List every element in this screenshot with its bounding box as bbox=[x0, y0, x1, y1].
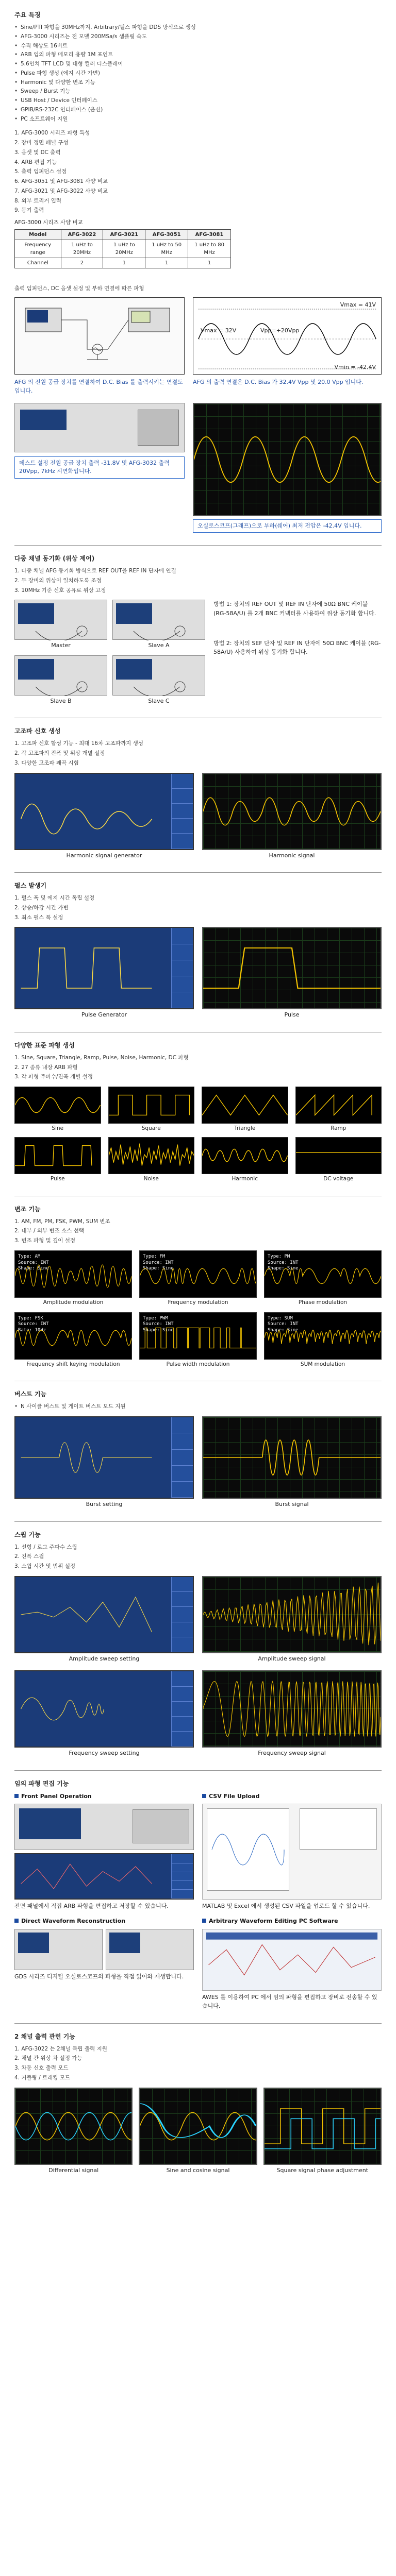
std-waveform-item bbox=[295, 1137, 382, 1183]
pulse-scope bbox=[202, 927, 382, 1009]
std-waveform-caption: Noise bbox=[143, 1175, 159, 1182]
dual-bullets bbox=[14, 2045, 382, 2082]
dwr-title: Direct Waveform Reconstruction bbox=[14, 1917, 194, 1926]
feature-bullet: • GPIB/RS-232C 인터페이스 (옵션) bbox=[14, 106, 382, 114]
feature-bullet: • Sweep / Burst 기능 bbox=[14, 88, 382, 96]
feature-bullet: • 수직 해상도 16비트 bbox=[14, 42, 382, 50]
burst-setting-screen bbox=[14, 1416, 194, 1499]
burst-caption-left: Burst setting bbox=[86, 1501, 123, 1508]
std-waveform-caption: Sine bbox=[52, 1125, 64, 1132]
amplitude-sweep-scope bbox=[202, 1576, 382, 1653]
bullet-square-icon bbox=[14, 1794, 19, 1798]
features-section bbox=[0, 0, 396, 276]
sync-line: 2. 두 장비의 위상이 일치하도록 조정 bbox=[14, 577, 102, 584]
spec-cell: 1 bbox=[145, 258, 188, 268]
burst-bullet: • N 사이클 버스트 및 게이트 버스트 모드 지원 bbox=[14, 1403, 382, 1411]
harmonic-bullets bbox=[14, 740, 382, 767]
feature-numbered-item: 3. 옵셋 및 DC 출력 bbox=[14, 149, 61, 156]
std-waveform-item bbox=[108, 1087, 195, 1133]
sweep-section bbox=[0, 1522, 396, 1765]
sync-device-label: Master bbox=[51, 642, 71, 649]
modulation-grid bbox=[14, 1250, 382, 1369]
vpp-label: Vpp=+20Vpp bbox=[260, 327, 300, 334]
spec-cell: 1 bbox=[188, 258, 231, 268]
dual-caption-2: Square signal phase adjustment bbox=[276, 2166, 369, 2174]
offset-label-bottom-left: 데스트 설정 전원 공급 장치 출력 -31.8V 및 AFG-3032 출력 20Vpp, 7kHz 시연화입니다. bbox=[14, 456, 185, 479]
vmax-label: Vmax = 32V bbox=[201, 327, 237, 334]
burst-scope bbox=[202, 1416, 382, 1499]
csv-note: MATLAB 및 Excel 에서 생성된 CSV 파일을 업로드 할 수 있습니다. bbox=[202, 1903, 370, 1910]
std-waveform-item bbox=[14, 1137, 101, 1183]
sync-lines bbox=[14, 567, 382, 595]
sync-device-label: Slave A bbox=[148, 642, 170, 649]
feature-numbered-item: 6. AFG-3051 및 AFG-3081 사양 비교 bbox=[14, 178, 108, 184]
std-bullet: 1. Sine, Square, Triangle, Ramp, Pulse, Noise, Harmonic, DC 파형 bbox=[14, 1054, 189, 1061]
std-waveform-item bbox=[202, 1087, 288, 1133]
pulse-bullets bbox=[14, 894, 382, 922]
offset-label-bottom-right: 오실로스코프(그래프)으로 부하(쉐어) 최저 전압은 -42.4V 입니다. bbox=[193, 519, 382, 533]
std-waveform-item bbox=[295, 1087, 382, 1133]
spec-header-cell: AFG-3021 bbox=[103, 229, 145, 240]
burst-heading: 버스트 기능 bbox=[14, 1391, 47, 1398]
burst-caption-right: Burst signal bbox=[275, 1501, 309, 1508]
harmonic-caption-left: Harmonic signal generator bbox=[66, 852, 142, 859]
modulation-setting-label: Type: FM Source: INT Shape: Sine bbox=[143, 1253, 174, 1272]
square-phase-scope bbox=[263, 2088, 382, 2165]
burst-bullets bbox=[14, 1403, 382, 1411]
std-waveform-caption: Ramp bbox=[331, 1125, 346, 1132]
bullet-square-icon bbox=[202, 1919, 206, 1923]
pulse-section bbox=[0, 873, 396, 1027]
modulation-caption: Amplitude modulation bbox=[43, 1299, 104, 1306]
circuit-diagram bbox=[14, 297, 185, 375]
front-panel-title: Front Panel Operation bbox=[14, 1792, 194, 1801]
std-waveform-item bbox=[14, 1087, 101, 1133]
mod-bullets bbox=[14, 1218, 382, 1245]
feature-numbered-item: 8. 외부 트리거 입력 bbox=[14, 197, 62, 204]
bullet-square-icon bbox=[202, 1794, 206, 1798]
harmonic-heading: 고조파 신호 생성 bbox=[14, 727, 61, 735]
sync-heading: 다중 채널 동기화 (위상 제어) bbox=[14, 555, 95, 563]
spec-table-caption: AFG-3000 시리즈 사양 비교 bbox=[14, 219, 83, 226]
dwr-device-a bbox=[14, 1929, 103, 1970]
std-heading: 다양한 표준 파형 생성 bbox=[14, 1041, 75, 1049]
sweep-bullet: 2. 진폭 스윕 bbox=[14, 1553, 44, 1560]
feature-bullet: • USB Host / Device 인터페이스 bbox=[14, 97, 382, 105]
spec-cell: 1 uHz to 20MHz bbox=[61, 240, 103, 258]
feature-bullet: • Harmonic 및 다양한 변조 기능 bbox=[14, 79, 382, 87]
dual-bullet: 4. 커플링 / 트래킹 모드 bbox=[14, 2074, 71, 2081]
offset-scope-screen bbox=[193, 403, 382, 516]
modulation-item bbox=[264, 1312, 382, 1369]
modulation-setting-label: Type: PWM Source: INT Shape: Sine bbox=[143, 1315, 174, 1333]
feature-bullet: • Pulse 파형 생성 (에지 시간 가변) bbox=[14, 70, 382, 78]
dual-heading: 2 채널 출력 관련 기능 bbox=[14, 2032, 75, 2040]
modulation-section bbox=[0, 1196, 396, 1376]
sync-device-label: Slave B bbox=[50, 697, 72, 704]
feature-bullet: • 5.6인치 TFT LCD 및 대형 컬러 디스플레이 bbox=[14, 60, 382, 69]
modulation-setting-label: Type: SUM Source: INT Shape: Sine bbox=[268, 1315, 299, 1333]
pulse-bullet: 2. 상승/하강 시간 가변 bbox=[14, 904, 69, 911]
features-bullet-list bbox=[14, 24, 382, 123]
front-panel-note: 전면 패널에서 직접 ARB 파형을 편집하고 저장할 수 있습니다. bbox=[14, 1903, 169, 1910]
dual-bullet: 3. 차동 신호 출력 모드 bbox=[14, 2065, 69, 2072]
pc-software-title: Arbitrary Waveform Editing PC Software bbox=[202, 1917, 382, 1926]
dual-caption-0: Differential signal bbox=[48, 2166, 99, 2174]
frequency-sweep-scope bbox=[202, 1670, 382, 1748]
burst-section bbox=[0, 1381, 396, 1516]
harmonic-bullet: 3. 다양한 고조파 왜곡 시험 bbox=[14, 759, 79, 766]
feature-bullet: • Sine/PTI 파형을 30MHz까지, Arbitrary/펄스 파형을 DDS 방식으로 생성 bbox=[14, 24, 382, 32]
arb-heading: 임의 파형 편집 기능 bbox=[14, 1780, 69, 1787]
sync-device bbox=[112, 600, 205, 650]
spec-header-cell: AFG-3051 bbox=[145, 229, 188, 240]
std-waveform-item bbox=[108, 1137, 195, 1183]
spec-cell: 1 uHz to 50 MHz bbox=[145, 240, 188, 258]
offset-section bbox=[0, 276, 396, 540]
pc-software-screenshot bbox=[202, 1929, 382, 1991]
modulation-item bbox=[139, 1312, 257, 1369]
differential-scope bbox=[14, 2088, 133, 2165]
front-panel-device bbox=[14, 1804, 194, 1850]
sweep-bullet: 1. 선형 / 로그 주파수 스윕 bbox=[14, 1544, 77, 1550]
modulation-item bbox=[264, 1250, 382, 1307]
std-waveform-item bbox=[202, 1137, 288, 1183]
sweep-caption-3: Frequency sweep signal bbox=[258, 1750, 326, 1757]
sync-note-right: 방법 2: 장치의 SEF 단자 및 REF IN 단자에 50Ω BNC 케이블 (RG-58A/U) 사용하여 위상 동기화 합니다. bbox=[213, 639, 381, 656]
pulse-bullet: 3. 최소 펄스 폭 설정 bbox=[14, 914, 63, 921]
frequency-sweep-setting-screen bbox=[14, 1670, 194, 1748]
pulse-caption-right: Pulse bbox=[284, 1011, 300, 1019]
pc-software-note: AWES 를 이용하여 PC 에서 임의 파형을 편집하고 장비로 전송할 수 있습니다. bbox=[202, 1993, 377, 2010]
pulse-heading: 펄스 발생기 bbox=[14, 882, 47, 890]
dual-bullet: 1. AFG-3022 는 2채널 독립 출력 지원 bbox=[14, 2045, 107, 2052]
modulation-item bbox=[14, 1312, 132, 1369]
std-waveforms-section bbox=[0, 1032, 396, 1191]
spec-cell: 2 bbox=[61, 258, 103, 268]
sweep-bullets bbox=[14, 1544, 382, 1571]
harmonic-bullet: 2. 각 고조파의 진폭 및 위상 개별 설정 bbox=[14, 750, 105, 757]
sweep-caption-1: Amplitude sweep signal bbox=[258, 1655, 326, 1662]
sync-device-label: Slave C bbox=[148, 697, 170, 704]
mod-bullet: 1. AM, FM, PM, FSK, PWM, SUM 변조 bbox=[14, 1218, 110, 1225]
harmonic-section bbox=[0, 718, 396, 867]
vmax2-label: Vmax = 41V bbox=[340, 301, 376, 308]
bullet-square-icon bbox=[14, 1919, 19, 1923]
modulation-caption: Phase modulation bbox=[298, 1299, 348, 1306]
dwr-note: GDS 시리즈 디지털 오실로스코프의 파형을 직접 읽어와 재생합니다. bbox=[14, 1973, 184, 1980]
feature-numbered-item: 2. 장비 정면 패널 구성 bbox=[14, 140, 69, 146]
feature-numbered-item: 5. 출력 임피던스 설정 bbox=[14, 168, 67, 175]
spec-cell: 1 bbox=[103, 258, 145, 268]
vmin-label: Vmin = -42.4V bbox=[334, 364, 376, 370]
sync-line: 1. 다중 채널 AFG 동기화 방식으로 REF OUT을 REF IN 단자에 연결 bbox=[14, 568, 176, 574]
power-supply-device bbox=[14, 403, 185, 452]
std-waveform-caption: Harmonic bbox=[232, 1175, 258, 1182]
dual-caption-1: Sine and cosine signal bbox=[166, 2166, 230, 2174]
modulation-setting-label: Type: FSK Source: INT Rate: 10Hz bbox=[18, 1315, 49, 1333]
sine-cosine-scope bbox=[139, 2088, 257, 2165]
std-waveform-caption: Square bbox=[141, 1125, 161, 1132]
sync-note-left: 방법 1: 장치의 REF OUT 및 REF IN 단자에 50Ω BNC 케이블 (RG-58A/U) 를 2개 BNC 커넥터를 사용하여 위상 동기화 합니다. bbox=[213, 601, 376, 617]
sweep-heading: 스윕 기능 bbox=[14, 1531, 41, 1538]
modulation-caption: Frequency modulation bbox=[168, 1299, 228, 1306]
modulation-caption: Frequency shift keying modulation bbox=[26, 1361, 120, 1367]
spec-header-cell: AFG-3081 bbox=[188, 229, 231, 240]
harmonic-scope bbox=[202, 773, 382, 850]
sweep-caption-0: Amplitude sweep setting bbox=[69, 1655, 140, 1662]
feature-numbered-item: 7. AFG-3021 및 AFG-3022 사양 비교 bbox=[14, 188, 108, 194]
mod-bullet: 3. 변조 파형 및 깊이 설정 bbox=[14, 1238, 75, 1244]
dual-channel-section bbox=[0, 2024, 396, 2182]
spec-row bbox=[15, 258, 231, 268]
feature-bullet: • PC 소프트웨어 지원 bbox=[14, 115, 382, 124]
spec-table bbox=[14, 229, 231, 268]
std-bullet: 2. 27 종류 내장 ARB 파형 bbox=[14, 1064, 78, 1071]
offset-waveform-diagram bbox=[193, 297, 382, 375]
spec-cell: 1 uHz to 20MHz bbox=[103, 240, 145, 258]
feature-numbered-item: 4. ARB 편집 기능 bbox=[14, 159, 57, 165]
std-waveform-caption: Pulse bbox=[50, 1175, 65, 1182]
modulation-caption: SUM modulation bbox=[300, 1361, 345, 1367]
amplitude-sweep-setting-screen bbox=[14, 1576, 194, 1653]
std-bullets bbox=[14, 1054, 382, 1081]
modulation-item bbox=[14, 1250, 132, 1307]
std-waveform-grid bbox=[14, 1087, 382, 1183]
feature-numbered-item: 9. 동기 출력 bbox=[14, 207, 44, 214]
sweep-bullet: 3. 스윕 시간 및 범위 설정 bbox=[14, 1563, 75, 1570]
modulation-caption: Pulse width modulation bbox=[166, 1361, 230, 1367]
feature-numbered-item: 1. AFG-3000 시리즈 파형 특성 bbox=[14, 130, 90, 137]
offset-label-left: AFG 의 전원 공급 장치를 연결하여 D.C. Bias 를 출력시키는 연결도입니다. bbox=[14, 378, 183, 395]
sync-section bbox=[0, 546, 396, 713]
mod-bullet: 2. 내부 / 외부 변조 소스 선택 bbox=[14, 1228, 85, 1234]
csv-screenshot bbox=[202, 1804, 382, 1900]
harmonic-bullet: 1. 고조파 신호 합성 기능 - 최대 16차 고조파까지 생성 bbox=[14, 740, 143, 747]
modulation-setting-label: Type: PM Source: INT Shape: Sine bbox=[268, 1253, 299, 1272]
pulse-generator-screen bbox=[14, 927, 194, 1009]
spec-table-header-row bbox=[15, 229, 231, 240]
spec-cell: 1 uHz to 80 MHz bbox=[188, 240, 231, 258]
dual-bullet: 2. 채널 간 위상 차 설정 가능 bbox=[14, 2055, 82, 2062]
modulation-item bbox=[139, 1250, 257, 1307]
features-numbered-list bbox=[14, 129, 382, 215]
feature-bullet: • AFG-3000 시리즈는 전 모델 200MSa/s 샘플링 속도 bbox=[14, 33, 382, 41]
sync-device bbox=[14, 600, 107, 650]
spec-header-cell: Model bbox=[15, 229, 61, 240]
sweep-caption-2: Frequency sweep setting bbox=[69, 1750, 140, 1757]
offset-label-right: AFG 의 출력 연결은 D.C. Bias 가 32.4V Vpp 및 20.0 Vpp 입니다. bbox=[193, 378, 364, 385]
spec-header-cell: AFG-3022 bbox=[61, 229, 103, 240]
harmonic-caption-right: Harmonic signal bbox=[269, 852, 315, 859]
std-bullet: 3. 각 파형 주파수/진폭 개별 설정 bbox=[14, 1074, 93, 1080]
spec-cell: Frequency range bbox=[15, 240, 61, 258]
dwr-device-b bbox=[106, 1929, 194, 1970]
csv-title: CSV File Upload bbox=[202, 1792, 382, 1801]
std-waveform-caption: DC voltage bbox=[323, 1175, 354, 1182]
spec-cell: Channel bbox=[15, 258, 61, 268]
harmonic-generator-screen bbox=[14, 773, 194, 850]
arb-section bbox=[0, 1771, 396, 2018]
std-waveform-caption: Triangle bbox=[234, 1125, 256, 1132]
offset-note: 출력 임피던스, DC 옵셋 설정 및 부하 연결에 따른 파형 bbox=[14, 285, 144, 292]
features-heading: 주요 특징 bbox=[14, 11, 41, 19]
sync-device bbox=[112, 655, 205, 706]
pulse-caption-left: Pulse Generator bbox=[81, 1011, 127, 1019]
feature-bullet: • ARB 임의 파형 메모리 용량 1M 포인트 bbox=[14, 51, 382, 59]
front-panel-screen bbox=[14, 1853, 194, 1900]
pulse-bullet: 1. 펄스 폭 및 에지 시간 독립 설정 bbox=[14, 895, 95, 902]
modulation-setting-label: Type: AM Source: INT Shape: Sine bbox=[18, 1253, 49, 1272]
sync-device bbox=[14, 655, 107, 706]
sync-line: 3. 10MHz 기준 신호 공유로 위상 고정 bbox=[14, 587, 106, 594]
spec-row bbox=[15, 240, 231, 258]
mod-heading: 변조 기능 bbox=[14, 1205, 41, 1213]
